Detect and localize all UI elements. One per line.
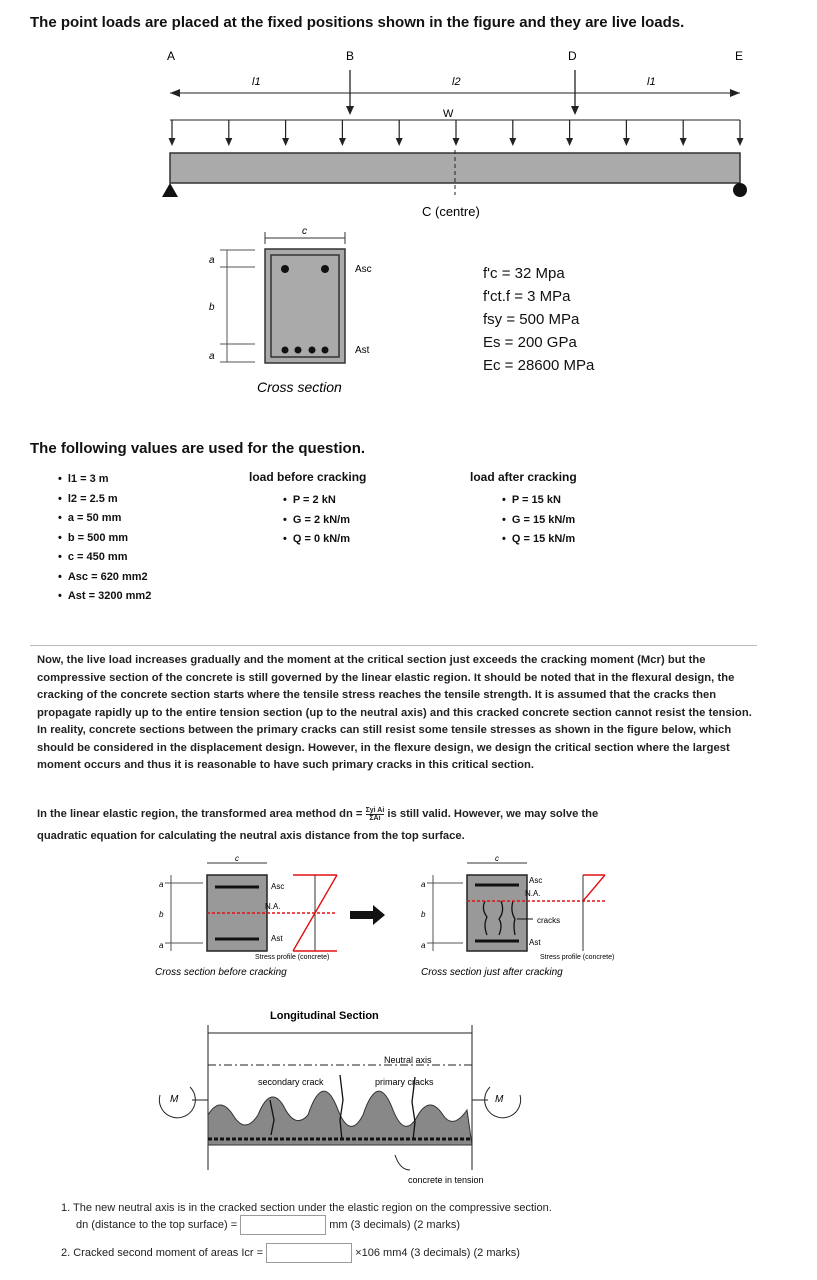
para-line3: quadratic equation for calculating the neutral axis distance from the top surface. [37,830,465,842]
left-na: N.A. [265,902,281,911]
udl-arrowhead [282,138,289,146]
list-item: • Q = 15 kN/m [502,530,575,550]
longitudinal-title: Longitudinal Section [270,1010,379,1022]
formula-denominator: ΣAi [369,814,381,822]
question-1-label: dn (distance to the top surface) = [76,1218,238,1231]
question-2-suffix: ×106 mm4 (3 decimals) (2 marks) [355,1246,520,1259]
list-item: • P = 15 kN [502,491,575,511]
udl-arrowhead [680,138,687,146]
list-item: • Ast = 3200 mm2 [58,587,151,607]
list-item: • Asc = 620 mm2 [58,568,151,588]
cs-ast-label: Ast [355,345,370,356]
moment-left: M [170,1094,179,1105]
prop-ec: Ec = 28600 MPa [483,357,595,374]
prop-fc: f'c = 32 Mpa [483,265,565,282]
prop-es: Es = 200 GPa [483,334,577,351]
point-b-label: B [346,49,355,63]
left-caption: Cross section before cracking [155,967,287,978]
section-before-cracking [155,854,337,978]
left-ast: Ast [271,934,283,943]
right-ast: Ast [529,938,541,947]
udl-arrowhead [339,138,346,146]
question-1-prefix: 1. The new neutral axis is in the cracked section under the elastic region on the compressive section. [61,1202,552,1214]
span-l2: l2 [452,76,461,88]
udl-arrowhead [453,138,460,146]
question-1 [61,1202,552,1214]
udl-arrowhead [169,138,176,146]
udl-arrowhead [396,138,403,146]
divider [30,645,757,646]
right-asc: Asc [529,876,543,885]
arrow-right-icon [350,905,385,925]
right-caption: Cross section just after cracking [421,967,563,978]
list-item: • b = 500 mm [58,529,151,549]
cross-section-diagram [195,222,405,402]
question-1-suffix: mm (3 decimals) (2 marks) [329,1218,461,1231]
roller-support-icon [733,183,747,197]
cs-caption: Cross section [257,379,342,395]
list-item: • G = 2 kN/m [283,511,350,531]
udl-arrowhead [737,138,744,146]
list-item: • l1 = 3 m [58,470,151,490]
cs-dim-b: b [209,302,215,313]
section-after-cracking [421,854,614,978]
formula-numerator: Σyi Ai [365,806,385,814]
udl-arrowhead [225,138,232,146]
left-dim-a-bottom: a [159,941,164,950]
left-dim-a-top: a [159,880,164,889]
cs-dim-a-bottom: a [209,351,215,362]
explanation-paragraph: Now, the live load increases gradually and the moment at the critical section just exceeds the cracking moment (Mcr) but the compressive section of the concrete is still governed by the linear elastic region. It should be noted that in the flexural design, the cracking of the concrete section starts where the tensile stress reaches the tensile strength. It is assumed that the cracks then propagate rapidly up to the entire tension section (up to the neutral axis) and this cracked concrete section cannot resist the tension. In reality, concrete sections between the primary cracks can still resist some tensile stresses as shown in the figure below, which should be considered in the displacement design. However, in the flexure design, we design the critical section where the largest moment occurs and thus it is reasonable to have such primary cracks in this critical section. [37,654,752,771]
transformed-area-paragraph [37,803,757,847]
page-title: The point loads are placed at the fixed positions shown in the figure and they are live loads. [30,14,685,31]
formula-fraction [366,807,385,822]
centre-label: C (centre) [422,204,480,219]
udl-arrowhead [509,138,516,146]
material-properties [483,262,594,377]
after-cracking-list [502,491,575,550]
right-stress-label: Stress profile (concrete) [540,954,615,961]
list-item: • G = 15 kN/m [502,511,575,531]
after-cracking-title: load after cracking [470,470,577,484]
distributed-load-arrows [169,120,744,146]
before-cracking-list [283,491,350,550]
question-1-answer-row [76,1215,460,1235]
list-item: • l2 = 2.5 m [58,490,151,510]
before-cracking-title: load before cracking [249,470,367,484]
left-asc: Asc [271,882,285,891]
dn-answer-input[interactable] [240,1215,326,1235]
beam-diagram [150,40,760,225]
list-item: • Q = 0 kN/m [283,530,350,550]
list-item: • c = 450 mm [58,548,151,568]
beam-point-labels [167,49,743,63]
udl-arrowhead [623,138,630,146]
left-dim-c: c [235,854,239,863]
right-dim-a-bottom: a [421,941,426,950]
list-item: • P = 2 kN [283,491,350,511]
pin-support-icon [162,183,178,197]
cracking-comparison-diagram [145,853,665,985]
primary-cracks-label: primary cracks [375,1077,434,1087]
point-a-label: A [167,49,176,63]
right-dim-b: b [421,910,426,919]
list-item: • a = 50 mm [58,509,151,529]
secondary-crack-label: secondary crack [258,1077,324,1087]
right-dim-c: c [495,854,499,863]
para-line2-b: is still valid. However, we may solve the [387,808,599,820]
right-na: N.A. [525,889,541,898]
moment-right: M [495,1094,504,1105]
icr-answer-input[interactable] [266,1243,352,1263]
question-2-label: 2. Cracked second moment of areas Icr = [61,1246,264,1259]
longitudinal-section-diagram [150,1005,550,1190]
cs-asc-label: Asc [355,264,372,275]
concrete-tension-label: concrete in tension [408,1175,484,1185]
point-e-label: E [735,49,744,63]
neutral-axis-label: Neutral axis [384,1055,432,1065]
prop-fctf: f'ct.f = 3 MPa [483,288,571,305]
question-2-answer-row [61,1243,520,1263]
right-dim-a-top: a [421,880,426,889]
cs-dim-a-top: a [209,255,215,266]
para-line2-a: In the linear elastic region, the transformed area method dn = [37,808,363,820]
prop-fsy: fsy = 500 MPa [483,311,580,328]
cs-width-c: c [302,226,307,237]
right-cracks-label: cracks [537,916,561,925]
left-dim-b: b [159,910,164,919]
udl-arrowhead [566,138,573,146]
load-w-label: W [443,108,454,120]
span-l1-right: l1 [647,76,656,88]
span-l1-left: l1 [252,76,261,88]
values-heading: The following values are used for the question. [30,440,366,457]
given-values-list [58,470,151,607]
left-stress-label: Stress profile (concrete) [255,954,330,961]
point-d-label: D [568,49,577,63]
